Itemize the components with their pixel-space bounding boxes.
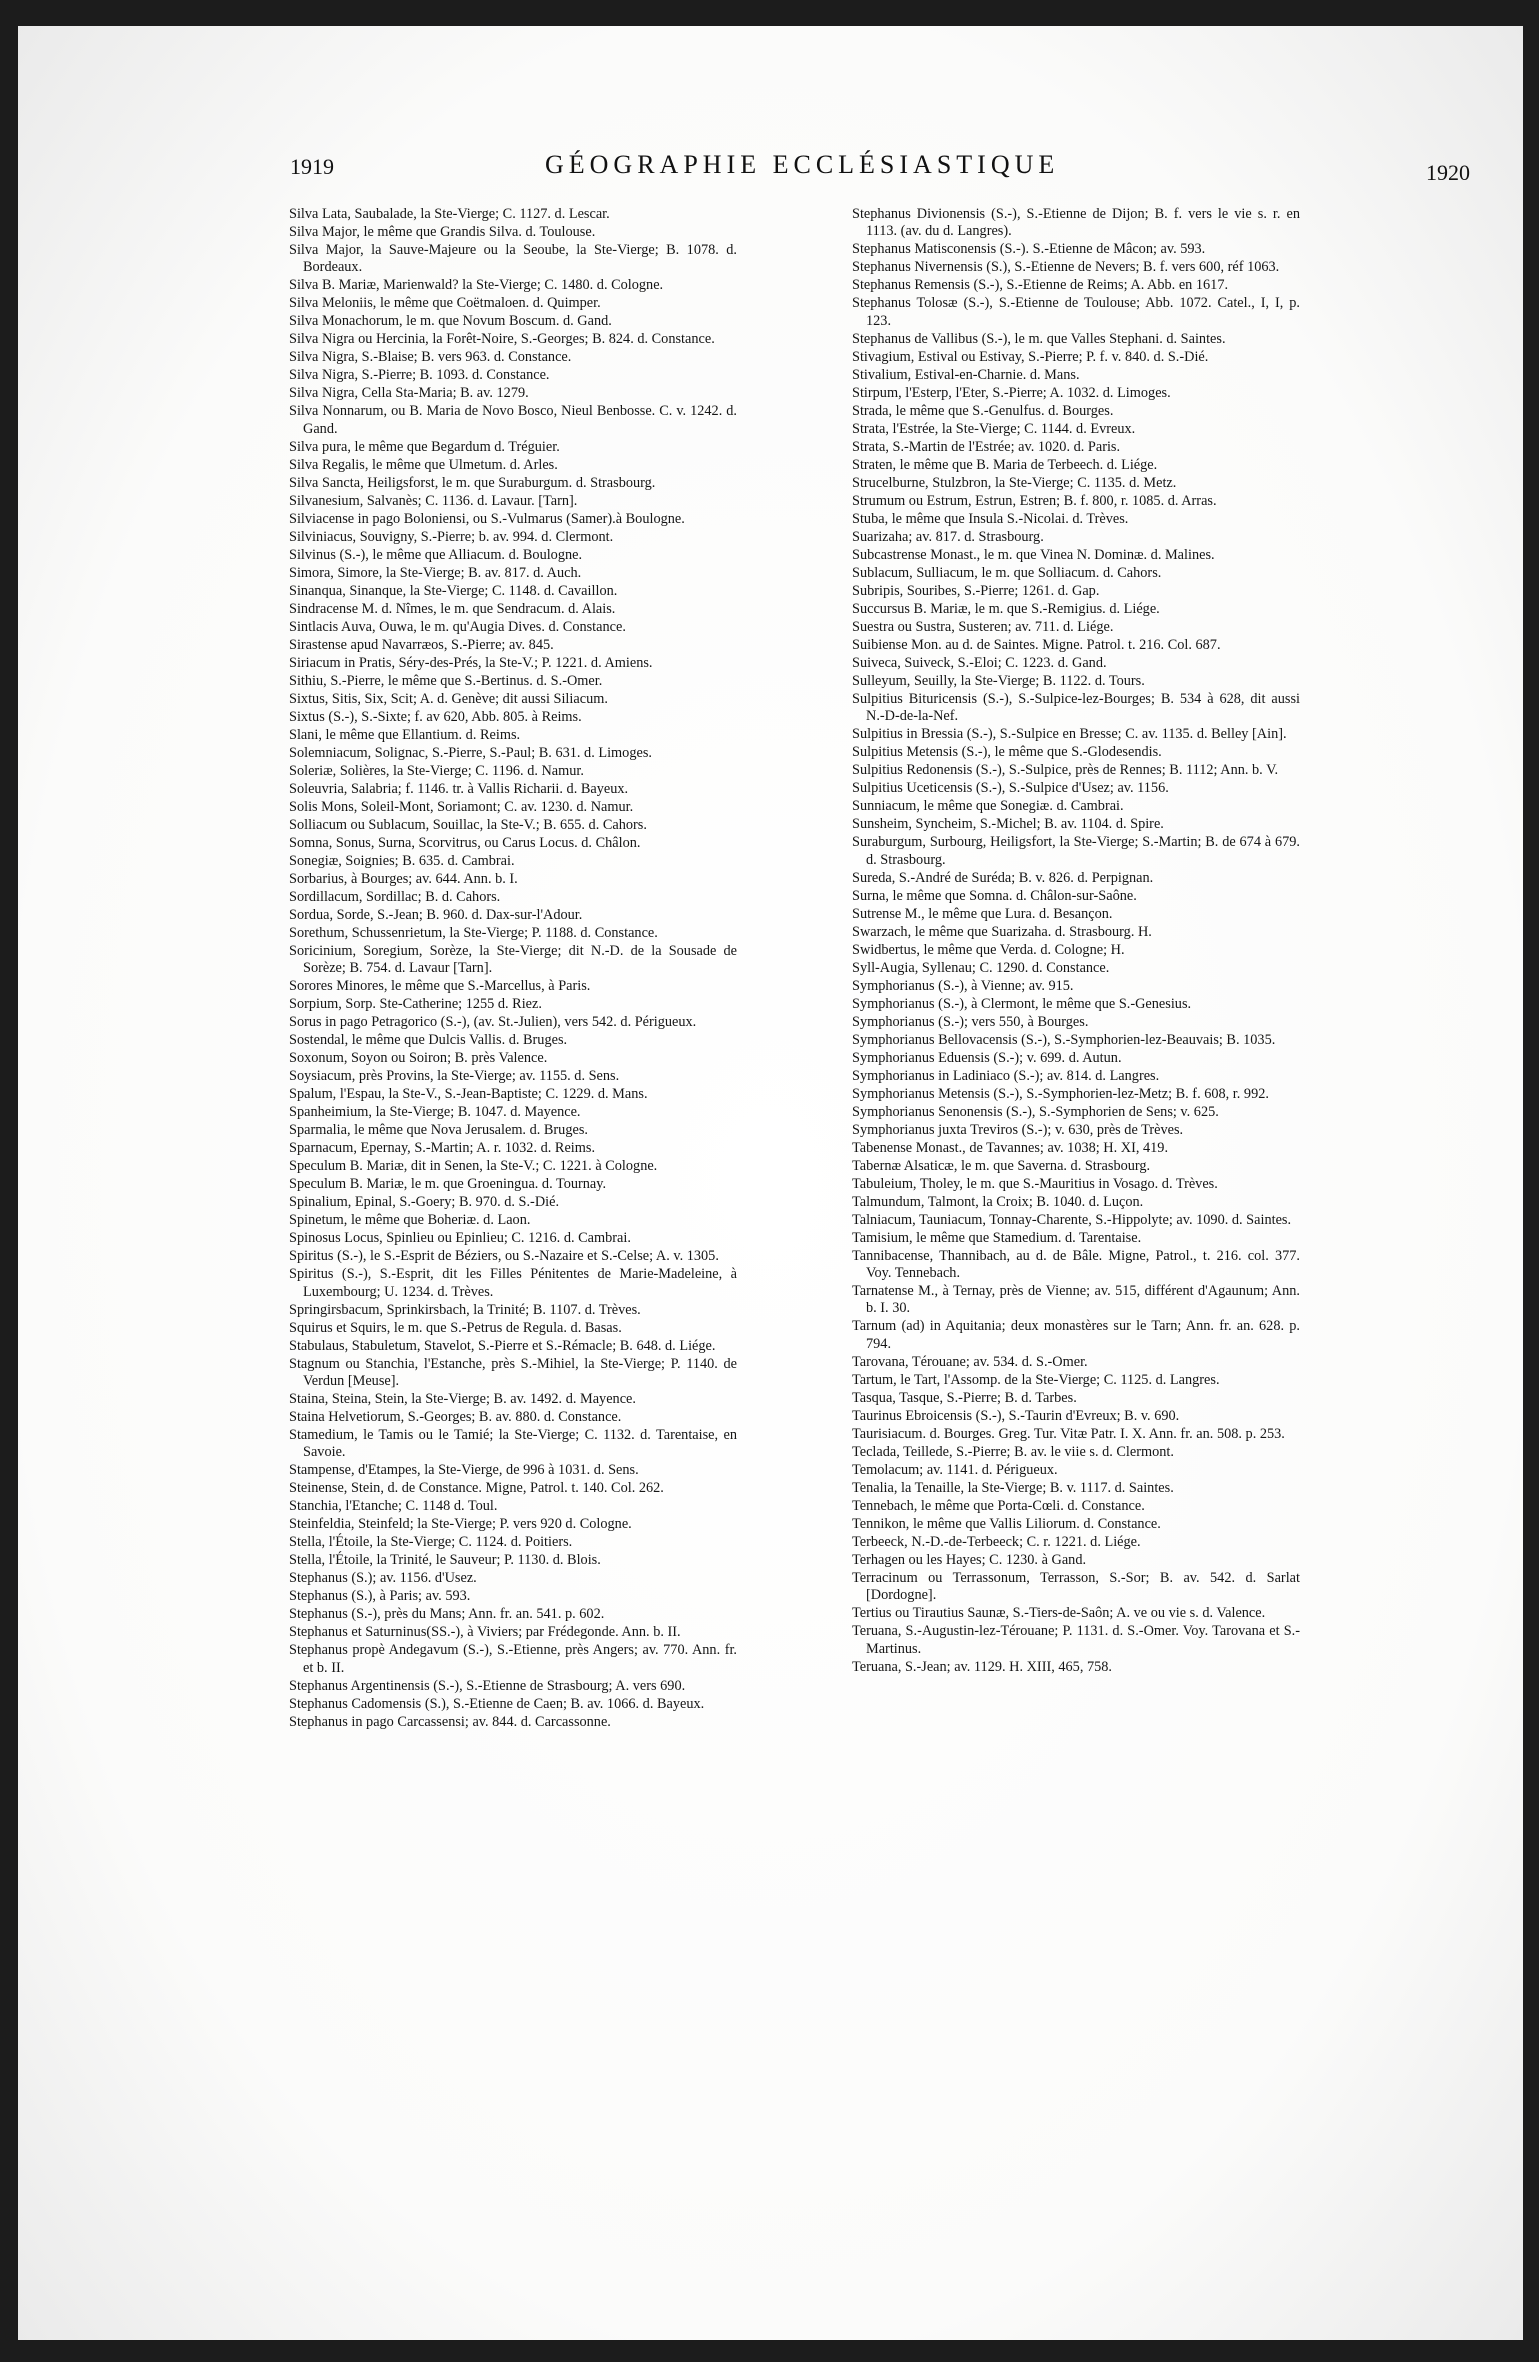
index-entry: Sindracense M. d. Nîmes, le m. que Sendracum. d. Alais. <box>289 600 616 617</box>
index-entry: Solliacum ou Sublacum, Souillac, la Ste-V.; B. 655. d. Cahors. <box>289 816 647 833</box>
index-entry: Silva Monachorum, le m. que Novum Boscum. d. Gand. <box>289 313 612 330</box>
index-entry: Sithiu, S.-Pierre, le même que S.-Bertinus. d. S.-Omer. <box>289 672 603 689</box>
index-entry: Soricinium, Soregium, Sorèze, la Ste-Vierge; dit N.-D. de la Sousade de Sorèze; B. 754. d. Lavaur [Tarn]. <box>289 942 737 977</box>
index-entry: Silva Nigra, S.-Pierre; B. 1093. d. Constance. <box>289 367 550 384</box>
index-entry: Sulpitius in Bressia (S.-), S.-Sulpice en Bresse; C. av. 1135. d. Belley [Ain]. <box>852 726 1287 743</box>
index-entry: Terhagen ou les Hayes; C. 1230. à Gand. <box>852 1551 1087 1568</box>
index-entry: Stamedium, le Tamis ou le Tamié; la Ste-Vierge; C. 1132. d. Tarentaise, en Savoie. <box>289 1427 737 1461</box>
index-entry: Silva Nigra ou Hercinia, la Forêt-Noire, S.-Georges; B. 824. d. Constance. <box>289 331 715 348</box>
index-entry: Sublacum, Sulliacum, le m. que Solliacum. d. Cahors. <box>852 564 1162 581</box>
index-entry: Sulpitius Bituricensis (S.-), S.-Sulpice-lez-Bourges; B. 534 à 628, dit aussi N.-D-de-la-Nef. <box>852 690 1300 725</box>
index-entry: Silva Sancta, Heiligsforst, le m. que Suraburgum. d. Strasbourg. <box>289 474 656 491</box>
scan-border-right <box>1523 0 1539 2362</box>
index-entry: Syll-Augia, Syllenau; C. 1290. d. Constance. <box>852 959 1110 976</box>
index-entry: Silva Lata, Saubalade, la Ste-Vierge; C. 1127. d. Lescar. <box>289 206 610 222</box>
index-entry: Silva Major, la Sauve-Majeure ou la Seoube, la Ste-Vierge; B. 1078. d. Bordeaux. <box>289 242 737 276</box>
index-entry: Sordua, Sorde, S.-Jean; B. 960. d. Dax-sur-l'Adour. <box>289 906 583 923</box>
index-entry: Stanchia, l'Etanche; C. 1148 d. Toul. <box>289 1498 498 1515</box>
index-entry: Stephanus Remensis (S.-), S.-Etienne de Reims; A. Abb. en 1617. <box>852 277 1229 294</box>
index-entry: Tenalia, la Tenaille, la Ste-Vierge; B. v. 1117. d. Saintes. <box>852 1479 1174 1496</box>
index-entry: Silva pura, le même que Begardum d. Tréguier. <box>289 438 560 455</box>
index-entry: Springirsbacum, Sprinkirsbach, la Trinité; B. 1107. d. Trèves. <box>289 1301 641 1318</box>
index-entry: Soleriæ, Solières, la Ste-Vierge; C. 1196. d. Namur. <box>289 762 584 779</box>
index-entry: Suiveca, Suiveck, S.-Eloi; C. 1223. d. Gand. <box>852 654 1107 671</box>
index-entry: Tamisium, le même que Stamedium. d. Tarentaise. <box>852 1229 1142 1246</box>
index-entry: Teclada, Teillede, S.-Pierre; B. av. le viie s. d. Clermont. <box>852 1443 1174 1460</box>
index-entry: Sonegiæ, Soignies; B. 635. d. Cambrai. <box>289 852 515 869</box>
index-entry: Solemniacum, Solignac, S.-Pierre, S.-Paul; B. 631. d. Limoges. <box>289 744 652 761</box>
index-entry: Spanheimium, la Ste-Vierge; B. 1047. d. Mayence. <box>289 1104 581 1121</box>
index-entry: Silva Nigra, Cella Sta-Maria; B. av. 1279. <box>289 385 529 402</box>
index-entry: Sureda, S.-André de Suréda; B. v. 826. d. Perpignan. <box>852 869 1154 886</box>
index-entry: Teruana, S.-Jean; av. 1129. H. XIII, 465, 758. <box>852 1658 1112 1675</box>
index-entry: Terbeeck, N.-D.-de-Terbeeck; C. r. 1221. d. Liége. <box>852 1533 1141 1550</box>
index-entry: Silvanesium, Salvanès; C. 1136. d. Lavaur. [Tarn]. <box>289 492 578 509</box>
scan-border-top <box>0 0 1539 26</box>
index-entry: Tabernæ Alsaticæ, le m. que Saverna. d. Strasbourg. <box>852 1157 1151 1174</box>
index-entry: Staina Helvetiorum, S.-Georges; B. av. 880. d. Constance. <box>289 1409 622 1426</box>
index-entry: Stephanus Nivernensis (S.), S.-Etienne de Nevers; B. f. vers 600, réf 1063. <box>852 259 1280 276</box>
index-entry: Sunniacum, le même que Sonegiæ. d. Cambrai. <box>852 798 1124 815</box>
page-header <box>290 150 1470 190</box>
index-entry: Tartum, le Tart, l'Assomp. de la Ste-Vierge; C. 1125. d. Langres. <box>852 1371 1220 1388</box>
index-entry: Squirus et Squirs, le m. que S.-Petrus de Regula. d. Basas. <box>289 1319 622 1336</box>
index-entry: Silva Major, le même que Grandis Silva. d. Toulouse. <box>289 224 596 240</box>
index-entry: Sixtus, Sitis, Six, Scit; A. d. Genève; dit aussi Siliacum. <box>289 690 608 707</box>
index-entry: Symphorianus (S.-), à Vienne; av. 915. <box>852 977 1074 994</box>
index-entry: Sorethum, Schussenrietum, la Ste-Vierge; P. 1188. d. Constance. <box>289 924 658 941</box>
index-entry: Stephanus (S.-), près du Mans; Ann. fr. an. 541. p. 602. <box>289 1606 605 1623</box>
index-entry: Tennikon, le même que Vallis Liliorum. d. Constance. <box>852 1515 1161 1532</box>
index-entry: Symphorianus juxta Treviros (S.-); v. 630, près de Trèves. <box>852 1121 1184 1138</box>
index-entry: Talmundum, Talmont, la Croix; B. 1040. d. Luçon. <box>852 1193 1144 1210</box>
scan-border-bottom <box>0 2340 1539 2362</box>
scan-border-left <box>0 0 18 2362</box>
index-entry: Silva B. Mariæ, Marienwald? la Ste-Vierge; C. 1480. d. Cologne. <box>289 277 664 294</box>
index-entry: Temolacum; av. 1141. d. Périgueux. <box>852 1461 1058 1478</box>
index-entry: Speculum B. Mariæ, dit in Senen, la Ste-V.; C. 1221. à Cologne. <box>289 1158 658 1175</box>
index-entry: Stephanus in pago Carcassensi; av. 844. d. Carcassonne. <box>289 1713 611 1730</box>
index-entry: Suarizaha; av. 817. d. Strasbourg. <box>852 528 1044 545</box>
index-entry: Tarovana, Térouane; av. 534. d. S.-Omer. <box>852 1353 1088 1370</box>
index-entry: Spiritus (S.-), le S.-Esprit de Béziers, ou S.-Nazaire et S.-Celse; A. v. 1305. <box>289 1248 719 1265</box>
index-entry: Silva Nonnarum, ou B. Maria de Novo Bosco, Nieul Benbosse. C. v. 1242. d. Gand. <box>289 403 737 437</box>
index-entry: Stephanus (S.); av. 1156. d'Usez. <box>289 1570 477 1587</box>
index-entry: Silva Regalis, le même que Ulmetum. d. Arles. <box>289 456 558 473</box>
index-entry: Spalum, l'Espau, la Ste-V., S.-Jean-Baptiste; C. 1229. d. Mans. <box>289 1086 648 1103</box>
index-entry: Subripis, Souribes, S.-Pierre; 1261. d. Gap. <box>852 582 1100 599</box>
index-entry: Silviacense in pago Boloniensi, ou S.-Vulmarus (Samer).à Boulogne. <box>289 510 685 527</box>
index-entry: Suestra ou Sustra, Susteren; av. 711. d. Liége. <box>852 618 1114 635</box>
index-entry: Sorbarius, à Bourges; av. 644. Ann. b. I. <box>289 870 518 887</box>
index-entry: Spiritus (S.-), S.-Esprit, dit les Filles Pénitentes de Marie-Madeleine, à Luxembourg; U. 1234. d. Trèves. <box>289 1266 737 1300</box>
index-entry: Stephanus Divionensis (S.-), S.-Etienne de Dijon; B. f. vers le vie s. r. en 1113. (av. du d. Langres). <box>852 206 1300 240</box>
index-entry: Sulpitius Uceticensis (S.-), S.-Sulpice d'Usez; av. 1156. <box>852 780 1169 797</box>
index-entry: Stirpum, l'Esterp, l'Eter, S.-Pierre; A. 1032. d. Limoges. <box>852 384 1171 401</box>
index-entry: Sintlacis Auva, Ouwa, le m. qu'Augia Dives. d. Constance. <box>289 618 626 635</box>
index-entry: Somna, Sonus, Surna, Scorvitrus, ou Carus Locus. d. Châlon. <box>289 834 641 851</box>
index-entry: Stephanus et Saturninus(SS.-), à Viviers; par Frédegonde. Ann. b. II. <box>289 1624 681 1641</box>
index-entry: Symphorianus Metensis (S.-), S.-Symphorien-lez-Metz; B. f. 608, r. 992. <box>852 1085 1269 1102</box>
index-entry: Sparnacum, Epernay, S.-Martin; A. r. 1032. d. Reims. <box>289 1140 596 1157</box>
running-title: GÉOGRAPHIE ECCLÉSIASTIQUE <box>545 150 1060 179</box>
index-entry: Silva Nigra, S.-Blaise; B. vers 963. d. Constance. <box>289 349 572 366</box>
index-entry: Strada, le même que S.-Genulfus. d. Bourges. <box>852 402 1114 419</box>
index-entry: Symphorianus (S.-); vers 550, à Bourges. <box>852 1013 1089 1030</box>
index-entry: Tarnum (ad) in Aquitania; deux monastères sur le Tarn; Ann. fr. an. 628. p. 794. <box>852 1318 1300 1352</box>
index-entry: Slani, le même que Ellantium. d. Reims. <box>289 726 521 743</box>
index-entry: Symphorianus in Ladiniaco (S.-); av. 814. d. Langres. <box>852 1067 1160 1084</box>
index-entry: Tertius ou Tirautius Saunæ, S.-Tiers-de-Saôn; A. ve ou vie s. d. Valence. <box>852 1605 1266 1622</box>
left-column <box>289 206 737 1732</box>
index-entry: Talniacum, Tauniacum, Tonnay-Charente, S.-Hippolyte; av. 1090. d. Saintes. <box>852 1211 1292 1228</box>
index-entry: Strumum ou Estrum, Estrun, Estren; B. f. 800, r. 1085. d. Arras. <box>852 492 1217 509</box>
index-entry: Steinense, Stein, d. de Constance. Migne, Patrol. t. 140. Col. 262. <box>289 1480 664 1497</box>
index-entry: Sulpitius Metensis (S.-), le même que S.-Glodesendis. <box>852 744 1162 761</box>
index-entry: Sostendal, le même que Dulcis Vallis. d. Bruges. <box>289 1032 568 1049</box>
index-entry: Strata, S.-Martin de l'Estrée; av. 1020. d. Paris. <box>852 438 1121 455</box>
index-entry: Terracinum ou Terrassonum, Terrasson, S.-Sor; B. av. 542. d. Sarlat [Dordogne]. <box>852 1569 1300 1604</box>
index-entry: Stivalium, Estival-en-Charnie. d. Mans. <box>852 366 1080 383</box>
index-entry: Stagnum ou Stanchia, l'Estanche, près S.-Mihiel, la Ste-Vierge; P. 1140. de Verdun [Meuse]. <box>289 1355 737 1390</box>
index-entry: Tarnatense M., à Ternay, près de Vienne; av. 515, différent d'Agaunum; Ann. b. I. 30. <box>852 1283 1300 1317</box>
index-entry: Swarzach, le même que Suarizaha. d. Strasbourg. H. <box>852 923 1152 940</box>
index-entry: Stuba, le même que Insula S.-Nicolai. d. Trèves. <box>852 510 1129 527</box>
index-entry: Sunsheim, Syncheim, S.-Michel; B. av. 1104. d. Spire. <box>852 816 1164 833</box>
index-entry: Stephanus de Vallibus (S.-), le m. que Valles Stephani. d. Saintes. <box>852 330 1226 347</box>
index-entry: Sulleyum, Seuilly, la Ste-Vierge; B. 1122. d. Tours. <box>852 672 1145 689</box>
index-entry: Silva Meloniis, le même que Coëtmaloen. d. Quimper. <box>289 295 601 312</box>
index-entry: Spinetum, le même que Boheriæ. d. Laon. <box>289 1212 531 1229</box>
index-entry: Speculum B. Mariæ, le m. que Groeningua. d. Tournay. <box>289 1176 607 1193</box>
index-entry: Stephanus Tolosæ (S.-), S.-Etienne de Toulouse; Abb. 1072. Catel., I, I, p. 123. <box>852 295 1300 329</box>
index-entry: Taurinus Ebroicensis (S.-), S.-Taurin d'Evreux; B. v. 690. <box>852 1407 1180 1424</box>
page-number-left: 1919 <box>290 154 334 179</box>
index-entry: Tannibacense, Thannibach, au d. de Bâle. Migne, Patrol., t. 216. col. 377. Voy. Tennebach. <box>852 1247 1300 1282</box>
index-entry: Symphorianus Bellovacensis (S.-), S.-Symphorien-lez-Beauvais; B. 1035. <box>852 1031 1276 1048</box>
index-entry: Symphorianus (S.-), à Clermont, le même que S.-Genesius. <box>852 995 1192 1012</box>
right-column <box>852 206 1300 1677</box>
index-entry: Sirastense apud Navarræos, S.-Pierre; av. 845. <box>289 636 554 653</box>
index-entry: Suibiense Mon. au d. de Saintes. Migne. Patrol. t. 216. Col. 687. <box>852 636 1221 653</box>
index-entry: Stephanus propè Andegavum (S.-), S.-Etienne, près Angers; av. 770. Ann. fr. et b. II. <box>289 1642 737 1676</box>
index-entry: Silvinus (S.-), le même que Alliacum. d. Boulogne. <box>289 546 583 563</box>
index-entry: Tasqua, Tasque, S.-Pierre; B. d. Tarbes. <box>852 1389 1077 1406</box>
index-entry: Soysiacum, près Provins, la Ste-Vierge; av. 1155. d. Sens. <box>289 1068 620 1085</box>
index-entry: Sparmalia, le même que Nova Jerusalem. d. Bruges. <box>289 1122 588 1139</box>
index-entry: Stabulaus, Stabuletum, Stavelot, S.-Pierre et S.-Rémacle; B. 648. d. Liége. <box>289 1337 716 1354</box>
index-entry: Subcastrense Monast., le m. que Vinea N. Dominæ. d. Malines. <box>852 546 1215 563</box>
index-entry: Steinfeldia, Steinfeld; la Ste-Vierge; P. vers 920 d. Cologne. <box>289 1516 632 1533</box>
index-entry: Siriacum in Pratis, Séry-des-Prés, la Ste-V.; P. 1221. d. Amiens. <box>289 654 653 671</box>
page-number-right: 1920 <box>1426 160 1470 185</box>
index-entry: Sorpium, Sorp. Ste-Catherine; 1255 d. Riez. <box>289 996 542 1013</box>
index-entry: Surna, le même que Somna. d. Châlon-sur-Saône. <box>852 887 1137 904</box>
index-entry: Solis Mons, Soleil-Mont, Soriamont; C. av. 1230. d. Namur. <box>289 798 634 815</box>
index-entry: Symphorianus Eduensis (S.-); v. 699. d. Autun. <box>852 1049 1122 1066</box>
index-entry: Stella, l'Étoile, la Ste-Vierge; C. 1124. d. Poitiers. <box>289 1534 573 1551</box>
index-entry: Spinosus Locus, Spinlieu ou Epinlieu; C. 1216. d. Cambrai. <box>289 1230 631 1247</box>
index-entry: Sixtus (S.-), S.-Sixte; f. av 620, Abb. 805. à Reims. <box>289 708 582 725</box>
index-entry: Stella, l'Étoile, la Trinité, le Sauveur; P. 1130. d. Blois. <box>289 1552 601 1569</box>
index-entry: Succursus B. Mariæ, le m. que S.-Remigius. d. Liége. <box>852 600 1160 617</box>
index-entry: Sulpitius Redonensis (S.-), S.-Sulpice, près de Rennes; B. 1112; Ann. b. V. <box>852 762 1279 779</box>
index-entry: Tabuleium, Tholey, le m. que S.-Mauritius in Vosago. d. Trèves. <box>852 1175 1218 1192</box>
index-entry: Stephanus (S.), à Paris; av. 593. <box>289 1588 471 1605</box>
index-entry: Soleuvria, Salabria; f. 1146. tr. à Vallis Richarii. d. Bayeux. <box>289 780 629 797</box>
index-entry: Stephanus Cadomensis (S.), S.-Etienne de Caen; B. av. 1066. d. Bayeux. <box>289 1695 705 1712</box>
index-entry: Strucelburne, Stulzbron, la Ste-Vierge; C. 1135. d. Metz. <box>852 474 1177 491</box>
index-entry: Swidbertus, le même que Verda. d. Cologne; H. <box>852 941 1125 958</box>
index-entry: Sorus in pago Petragorico (S.-), (av. St.-Julien), vers 542. d. Périgueux. <box>289 1014 697 1031</box>
index-entry: Stivagium, Estival ou Estivay, S.-Pierre; P. f. v. 840. d. S.-Dié. <box>852 348 1209 365</box>
index-entry: Tabenense Monast., de Tavannes; av. 1038; H. XI, 419. <box>852 1139 1169 1156</box>
index-entry: Stephanus Matisconensis (S.-). S.-Etienne de Mâcon; av. 593. <box>852 241 1206 258</box>
index-entry: Strata, l'Estrée, la Ste-Vierge; C. 1144. d. Evreux. <box>852 420 1136 437</box>
index-entry: Sinanqua, Sinanque, la Ste-Vierge; C. 1148. d. Cavaillon. <box>289 582 618 599</box>
index-entry: Stephanus Argentinensis (S.-), S.-Etienne de Strasbourg; A. vers 690. <box>289 1677 686 1694</box>
index-entry: Sorores Minores, le même que S.-Marcellus, à Paris. <box>289 978 591 995</box>
index-entry: Straten, le même que B. Maria de Terbeech. d. Liége. <box>852 456 1158 473</box>
index-entry: Tennebach, le même que Porta-Cœli. d. Constance. <box>852 1497 1145 1514</box>
index-entry: Taurisiacum. d. Bourges. Greg. Tur. Vitæ Patr. I. X. Ann. fr. an. 508. p. 253. <box>852 1425 1285 1442</box>
index-entry: Staina, Steina, Stein, la Ste-Vierge; B. av. 1492. d. Mayence. <box>289 1391 636 1408</box>
index-entry: Teruana, S.-Augustin-lez-Térouane; P. 1131. d. S.-Omer. Voy. Tarovana et S.-Martinus. <box>852 1623 1300 1657</box>
index-entry: Sutrense M., le même que Lura. d. Besançon. <box>852 905 1113 922</box>
index-entry: Spinalium, Epinal, S.-Goery; B. 970. d. S.-Dié. <box>289 1194 560 1211</box>
index-entry: Symphorianus Senonensis (S.-), S.-Symphorien de Sens; v. 625. <box>852 1103 1219 1120</box>
index-entry: Sordillacum, Sordillac; B. d. Cahors. <box>289 888 501 905</box>
index-entry: Stampense, d'Etampes, la Ste-Vierge, de 996 à 1031. d. Sens. <box>289 1462 639 1479</box>
index-entry: Silviniacus, Souvigny, S.-Pierre; b. av. 994. d. Clermont. <box>289 528 614 545</box>
index-entry: Suraburgum, Surbourg, Heiligsfort, la Ste-Vierge; S.-Martin; B. de 674 à 679. d. Strasbourg. <box>852 834 1300 868</box>
index-entry: Simora, Simore, la Ste-Vierge; B. av. 817. d. Auch. <box>289 564 582 581</box>
index-entry: Soxonum, Soyon ou Soiron; B. près Valence. <box>289 1050 548 1067</box>
